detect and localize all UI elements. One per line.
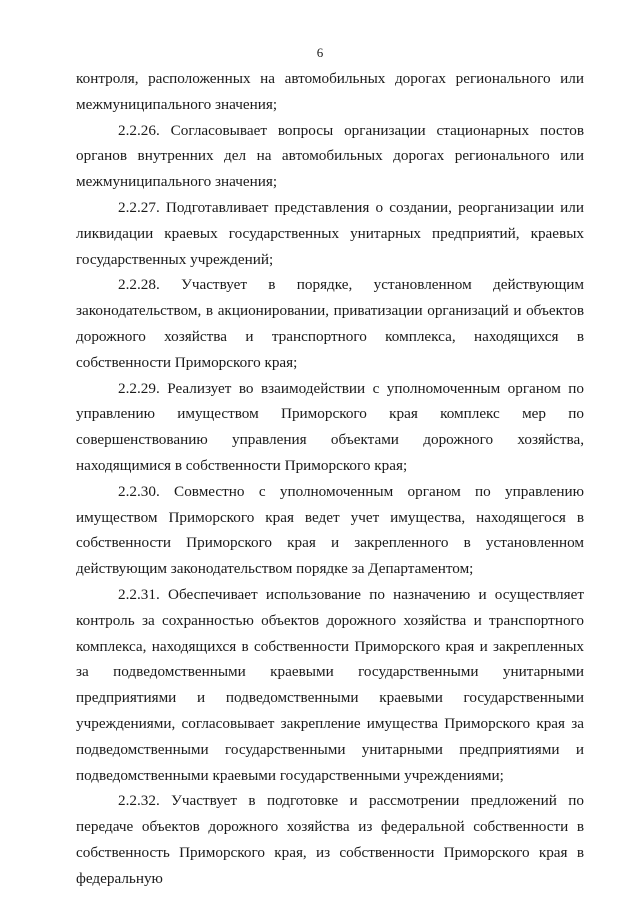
- paragraph-2-2-32: 2.2.32. Участвует в подготовке и рассмотрении предложений по передаче объектов дорожного хозяйства из федеральной собственности в собственность Приморского края, из собственности Приморского края в федеральную: [76, 792, 584, 887]
- paragraph-2-2-30: 2.2.30. Совместно с уполномоченным органом по управлению имуществом Приморского края ведет учет имущества, находящегося в собственности Приморского края и закрепленного в установленном действующим законодательством порядке за Департаментом;: [76, 482, 584, 578]
- paragraph-2-2-27: 2.2.27. Подготавливает представления о создании, реорганизации или ликвидации краевых государственных унитарных предприятий, краевых государственных учреждений;: [76, 198, 584, 268]
- paragraph-2-2-31: 2.2.31. Обеспечивает использование по назначению и осуществляет контроль за сохранностью объектов дорожного хозяйства и транспортного комплекса, находящихся в собственности Приморского края и закрепленных за подведомственными краевыми государственными унитарными предприятиями и подведомственными краевыми государственными учреждениями, согласовывает закрепление имущества Приморского края за подведомственными государственными унитарными предприятиями и подведомственными краевыми государственными учреждениями;: [76, 585, 584, 784]
- paragraph-continuation: контроля, расположенных на автомобильных дорогах регионального или межмуниципального значения;: [76, 70, 584, 113]
- paragraph-2-2-28: 2.2.28. Участвует в порядке, установленном действующим законодательством, в акционировании, приватизации организаций и объектов дорожного хозяйства и транспортного комплекса, находящихся в собственности Приморского края;: [76, 276, 584, 371]
- paragraph-2-2-26: 2.2.26. Согласовывает вопросы организации стационарных постов органов внутренних дел на автомобильных дорогах регионального или межмуниципального значения;: [76, 121, 584, 191]
- page-number: 6: [316, 45, 324, 60]
- document-body: [76, 66, 584, 892]
- paragraph-2-2-29: 2.2.29. Реализует во взаимодействии с уполномоченным органом по управлению имуществом Приморского края комплекс мер по совершенствованию управления объектами дорожного хозяйства, находящимися в собственности Приморского края;: [76, 379, 584, 474]
